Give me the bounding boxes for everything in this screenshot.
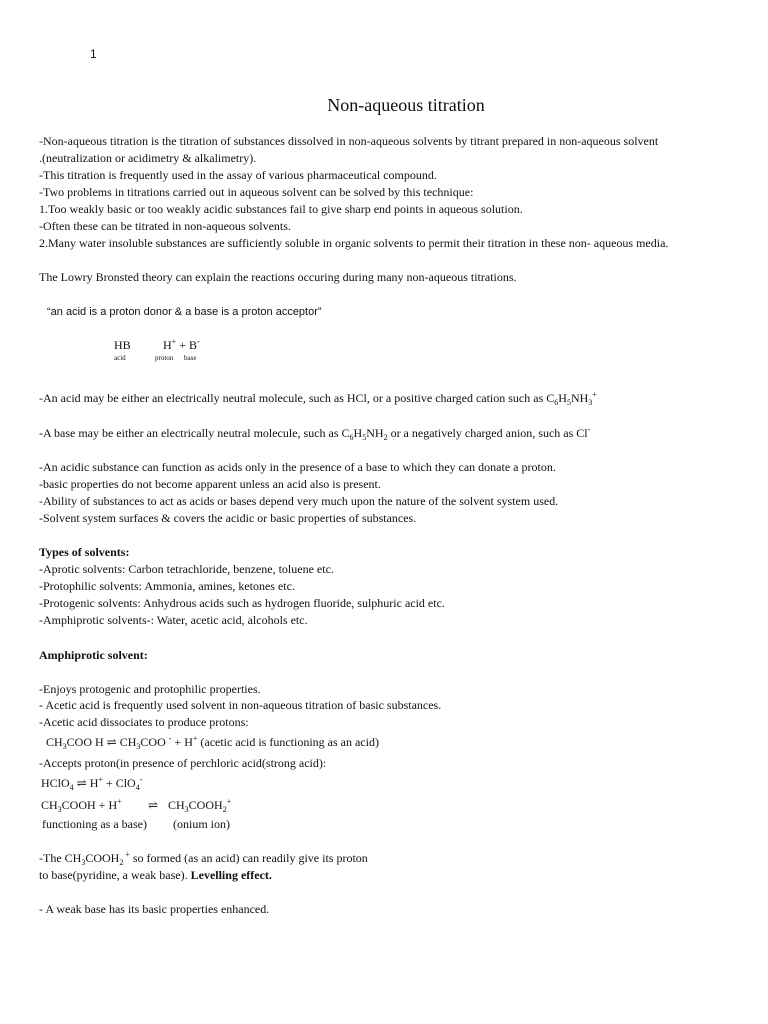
intro-line-4: -Two problems in titrations carried out in aqueous solvent can be solved by this technique: <box>39 185 474 199</box>
levelling-line-1: -The $CH_3COOH_2$ + so formed (as an acid) can readily give its proton <box>39 850 368 867</box>
property-line-3: -Ability of substances to act as acids or bases depend very much upon the nature of the solvent system used. <box>39 494 559 508</box>
label-acid: acid <box>114 354 126 362</box>
base-definition: -A base may be either an electrically neutral molecule, such as $C_6H_5NH_2$ or a negatively charged anion, such as Cl- <box>39 425 591 442</box>
page-number: 1 <box>90 47 97 61</box>
levelling-effect-label: Levelling effect. <box>190 868 272 882</box>
types-heading: Types of solvents: <box>39 545 130 559</box>
intro-line-2: .(neutralization or acidimetry & alkalimetry). <box>39 151 257 165</box>
equation-onium-right: $CH_3COOH_2^+$ <box>168 797 232 814</box>
label-base: base <box>184 354 197 362</box>
accepts-proton-line: -Accepts proton(in presence of perchloric acid(strong acid): <box>39 756 327 770</box>
equation-acetic-dissociation: $CH_3COO$ H ⇌ $CH_3COO$ - + H+ (acetic acid is functioning as an acid) <box>46 734 379 751</box>
solvent-type-2: -Protophilic solvents: Ammonia, amines, ketones etc. <box>39 579 295 593</box>
amphiprotic-line-3: -Acetic acid dissociates to produce protons: <box>39 715 249 729</box>
intro-line-6: -Often these can be titrated in non-aqueous solvents. <box>39 219 291 233</box>
levelling-line-2: to base(pyridine, a weak base). Levelling effect. <box>39 868 272 882</box>
acid-definition: -An acid may be either an electrically neutral molecule, such as HCl, or a positive charged cation such as $C_6H_5NH_3^+$ <box>39 390 597 407</box>
weak-base-line: - A weak base has its basic properties enhanced. <box>39 902 270 916</box>
intro-line-1: -Non-aqueous titration is the titration of substances dissolved in non-aqueous solvents by titrant prepared in non-aqueous solvent <box>39 134 659 148</box>
intro-line-7: 2.Many water insoluble substances are sufficiently soluble in organic solvents to permit their titration in these non- aqueous media. <box>39 236 669 250</box>
label-functioning-as-base: functioning as a base) <box>42 817 147 831</box>
intro-line-3: -This titration is frequently used in the assay of various pharmaceutical compound. <box>39 168 437 182</box>
property-line-2: -basic properties do not become apparent unless an acid also is present. <box>39 477 381 491</box>
equation-perchloric: HClO$_4$ ⇌ H+ + ClO$_4$- <box>41 775 143 792</box>
solvent-type-1: -Aprotic solvents: Carbon tetrachloride, benzene, toluene etc. <box>39 562 334 576</box>
equation-onium-arrow: ⇌ <box>148 798 159 812</box>
amphiprotic-line-2: - Acetic acid is frequently used solvent in non-aqueous titration of basic substances. <box>39 698 442 712</box>
amphiprotic-line-1: -Enjoys protogenic and protophilic properties. <box>39 682 261 696</box>
reaction-products: H+ + B- <box>163 337 200 352</box>
property-line-1: -An acidic substance can function as acids only in the presence of a base to which they can donate a proton. <box>39 460 556 474</box>
intro-line-5: 1.Too weakly basic or too weakly acidic substances fail to give sharp end points in aqueous solution. <box>39 202 523 216</box>
equation-onium-left: $CH_3COOH + H^+$ <box>41 797 122 814</box>
solvent-type-4: -Amphiprotic solvents-: Water, acetic acid, alcohols etc. <box>39 613 308 627</box>
lowry-bronsted-line: The Lowry Bronsted theory can explain the reactions occuring during many non-aqueous titrations. <box>39 270 517 284</box>
reaction-reactant: HB <box>114 338 131 352</box>
label-proton: proton <box>155 354 174 362</box>
label-onium-ion: (onium ion) <box>173 817 230 831</box>
amphiprotic-heading: Amphiprotic solvent: <box>39 648 148 662</box>
property-line-4: -Solvent system surfaces & covers the acidic or basic properties of substances. <box>39 511 417 525</box>
solvent-type-3: -Protogenic solvents: Anhydrous acids such as hydrogen fluoride, sulphuric acid etc. <box>39 596 445 610</box>
definition-quote: “an acid is a proton donor & a base is a proton acceptor” <box>47 306 322 318</box>
page-title: Non-aqueous titration <box>327 95 485 115</box>
